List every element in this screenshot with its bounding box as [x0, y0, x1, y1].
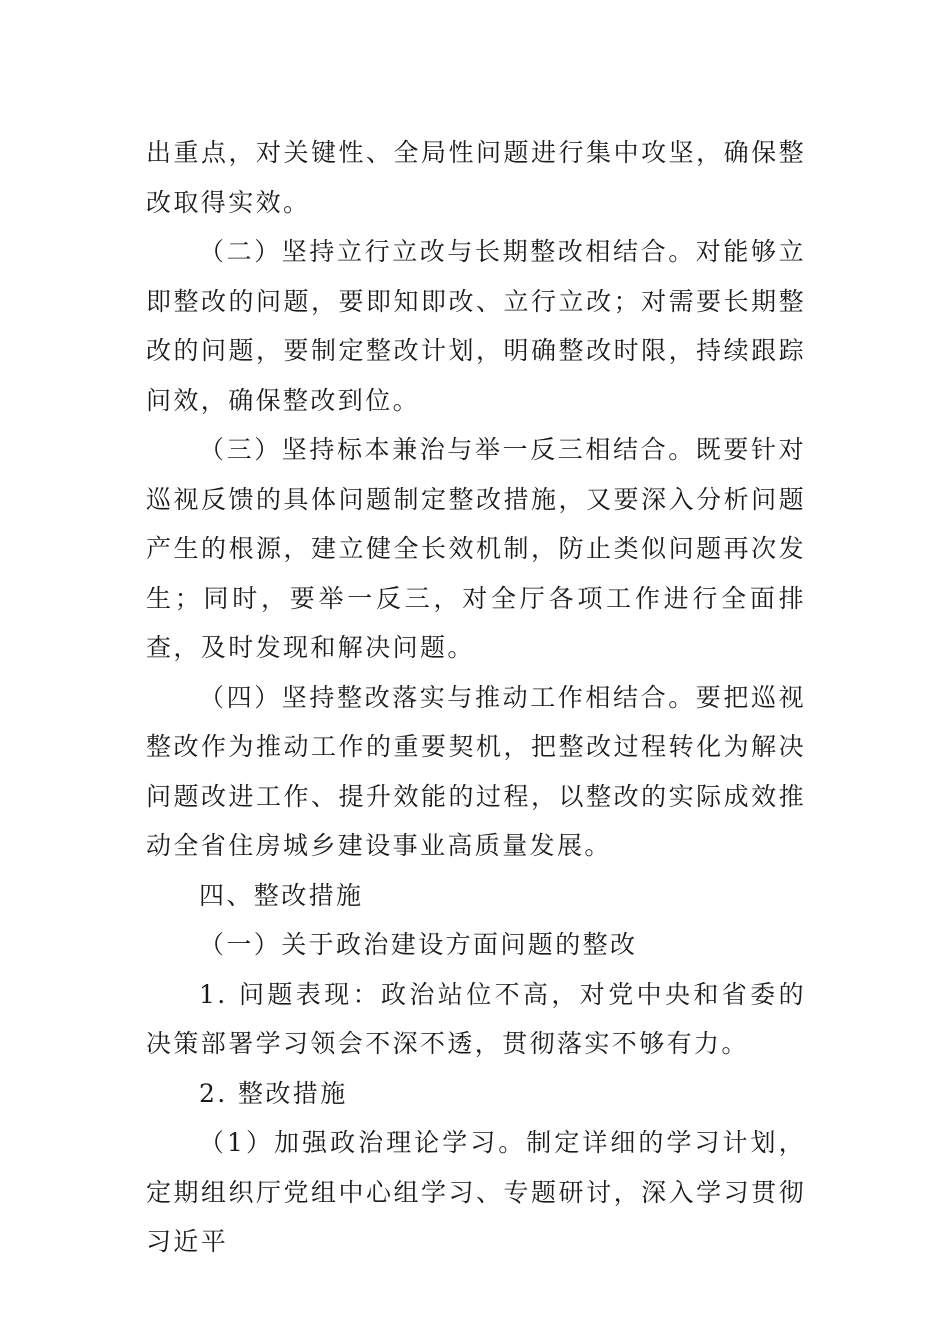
- paragraph-principle-2: （二）坚持立行立改与长期整改相结合。对能够立即整改的问题，要即知即改、立行立改；对需要长期整改的问题，要制定整改计划，明确整改时限，持续跟踪问效，确保整改到位。: [146, 237, 806, 415]
- paragraph-principle-4: （四）坚持整改落实与推动工作相结合。要把巡视整改作为推动工作的重要契机，把整改过程转化为解决问题改进工作、提升效能的过程，以整改的实际成效推动全省住房城乡建设事业高质量发展。: [146, 682, 806, 860]
- paragraph-problem-statement: 1. 问题表现：政治站位不高，对党中央和省委的决策部署学习领会不深不透，贯彻落实不够有力。: [146, 979, 806, 1058]
- section-heading-measures: 四、整改措施: [199, 880, 364, 910]
- document-body: [146, 128, 806, 1267]
- list-heading-measures: 2. 整改措施: [199, 1078, 348, 1108]
- paragraph-principle-3: （三）坚持标本兼治与举一反三相结合。既要针对巡视反馈的具体问题制定整改措施，又要深入分析问题产生的根源，建立健全长效机制，防止类似问题再次发生；同时，要举一反三，对全厅各项工作进行全面排查，及时发现和解决问题。: [146, 435, 806, 662]
- paragraph-measure-1: （1）加强政治理论学习。制定详细的学习计划，定期组织厅党组中心组学习、专题研讨，深入学习贯彻习近平: [146, 1128, 806, 1256]
- paragraph-continuation: 出重点，对关键性、全局性问题进行集中攻坚，确保整改取得实效。: [146, 138, 806, 217]
- subsection-heading-political: （一）关于政治建设方面问题的整改: [199, 930, 638, 959]
